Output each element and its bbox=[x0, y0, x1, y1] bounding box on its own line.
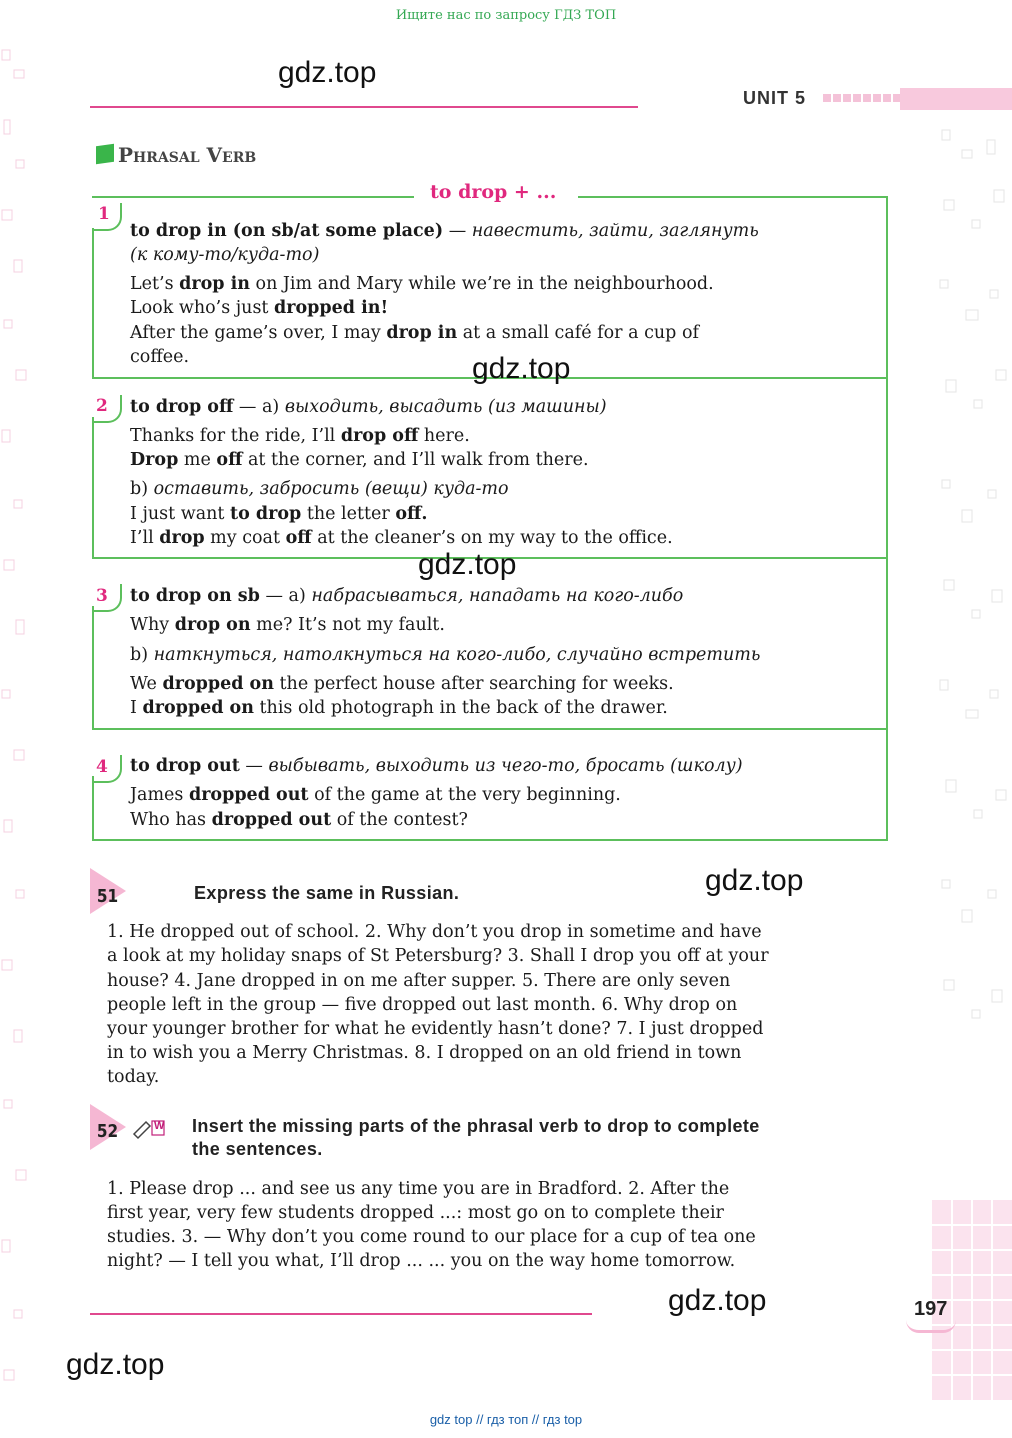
example-line: Thanks for the ride, I’ll drop off here. bbox=[130, 426, 470, 446]
example-line: Let’s drop in on Jim and Mary while we’re in the neighbourhood. bbox=[130, 274, 714, 294]
entry-heading: to drop on sb — a) набрасываться, нападать на кого-либо bbox=[130, 586, 684, 606]
section-title: Phrasal Verb bbox=[118, 143, 257, 167]
entry-number: 2 bbox=[96, 396, 108, 416]
watermark: gdz.top bbox=[668, 1284, 767, 1317]
exercise-text-line: in to wish you a Merry Christmas. 8. I dropped on an old friend in town bbox=[107, 1043, 742, 1063]
unit-label: UNIT 5 bbox=[743, 88, 807, 108]
box-divider bbox=[92, 728, 888, 730]
box-top-left-line bbox=[92, 196, 414, 198]
box-border bbox=[92, 606, 94, 729]
box-border bbox=[886, 728, 888, 841]
exercise-number: 51 bbox=[96, 886, 119, 907]
exercise-text-line: your younger brother for what he evidently hasn’t done? 7. I just dropped bbox=[107, 1019, 764, 1039]
watermark: gdz.top bbox=[66, 1348, 165, 1381]
example-line: Drop me off at the corner, and I’ll walk from there. bbox=[130, 450, 589, 470]
entry-heading-cont: (к кому-то/куда-то) bbox=[130, 245, 320, 265]
entry-number: 3 bbox=[96, 586, 108, 606]
example-line: Why drop on me? It’s not my fault. bbox=[130, 615, 445, 635]
footer-rule bbox=[90, 1313, 592, 1315]
watermark: gdz.top bbox=[278, 56, 377, 89]
entry-heading: to drop in (on sb/at some place) — навестить, зайти, заглянуть bbox=[130, 221, 759, 241]
entry-heading: to drop off — a) выходить, высадить (из машины) bbox=[130, 397, 607, 417]
box-border bbox=[886, 557, 888, 729]
box-border bbox=[92, 417, 94, 558]
writing-icon-letter: W bbox=[154, 1120, 165, 1132]
exercise-number: 52 bbox=[96, 1121, 119, 1142]
box-top-right-line bbox=[578, 196, 888, 198]
exercise-text-line: people left in the group — five dropped out last month. 6. Why drop on bbox=[107, 995, 738, 1015]
example-line: James dropped out of the game at the very beginning. bbox=[130, 785, 621, 805]
example-line: Who has dropped out of the contest? bbox=[130, 810, 468, 830]
header-rule bbox=[90, 106, 638, 108]
exercise-title: Insert the missing parts of the phrasal verb to drop to complete bbox=[192, 1116, 760, 1136]
page-number-swoosh bbox=[906, 1320, 956, 1333]
sense-b-heading: b) оставить, забросить (вещи) куда-то bbox=[130, 479, 509, 499]
exercise-title-cont: the sentences. bbox=[192, 1139, 323, 1159]
box-title: to drop + ... bbox=[430, 181, 557, 203]
exercise-text-line: a look at my holiday snaps of St Petersburg? 3. Shall I drop you off at your bbox=[107, 946, 769, 966]
box-divider bbox=[92, 839, 888, 841]
example-line: Look who’s just dropped in! bbox=[130, 298, 389, 318]
box-border bbox=[886, 196, 888, 378]
writing-icon bbox=[132, 1118, 166, 1140]
example-line: I’ll drop my coat off at the cleaner’s on my way to the office. bbox=[130, 528, 673, 548]
exercise-text-line: today. bbox=[107, 1067, 160, 1087]
example-line: After the game’s over, I may drop in at a small café for a cup of bbox=[130, 323, 699, 343]
sense-b-heading: b) наткнуться, натолкнуться на кого-либо, случайно встретить bbox=[130, 645, 761, 665]
search-banner[interactable]: Ищите нас по запросу ГДЗ ТОП bbox=[395, 8, 617, 23]
box-border bbox=[92, 776, 94, 841]
example-line: I just want to drop the letter off. bbox=[130, 504, 428, 524]
example-line: We dropped on the perfect house after searching for weeks. bbox=[130, 674, 674, 694]
left-decorative-pattern bbox=[0, 30, 30, 1410]
example-line: I dropped on this old photograph in the back of the drawer. bbox=[130, 698, 668, 718]
unit-bar-fill bbox=[900, 88, 1012, 110]
page-number: 197 bbox=[914, 1298, 948, 1320]
watermark: gdz.top bbox=[705, 864, 804, 897]
watermark: gdz.top bbox=[472, 352, 571, 385]
box-border bbox=[92, 228, 94, 378]
exercise-title: Express the same in Russian. bbox=[194, 883, 460, 903]
example-line: coffee. bbox=[130, 347, 190, 367]
exercise-text-line: first year, very few students dropped ...: most go on to complete their bbox=[107, 1203, 724, 1223]
exercise-text-line: night? — I tell you what, I’ll drop ... ... you on the way home tomorrow. bbox=[107, 1251, 736, 1271]
entry-number: 4 bbox=[96, 757, 108, 777]
exercise-text-line: house? 4. Jane dropped in on me after supper. 5. There are only seven bbox=[107, 971, 731, 991]
entry-number: 1 bbox=[98, 204, 110, 224]
exercise-text-line: 1. Please drop ... and see us any time you are in Bradford. 2. After the bbox=[107, 1179, 730, 1199]
section-marker-icon bbox=[96, 144, 114, 165]
box-border bbox=[886, 377, 888, 559]
entry-heading: to drop out — выбывать, выходить из чего-то, бросать (школу) bbox=[130, 756, 743, 776]
exercise-text-line: studies. 3. — Why don’t you come round to our place for a cup of tea one bbox=[107, 1227, 756, 1247]
footer-links[interactable]: gdz top // гдз топ // гдз top bbox=[429, 1412, 583, 1427]
watermark: gdz.top bbox=[418, 548, 517, 581]
exercise-text-line: 1. He dropped out of school. 2. Why don’t you drop in sometime and have bbox=[107, 922, 762, 942]
